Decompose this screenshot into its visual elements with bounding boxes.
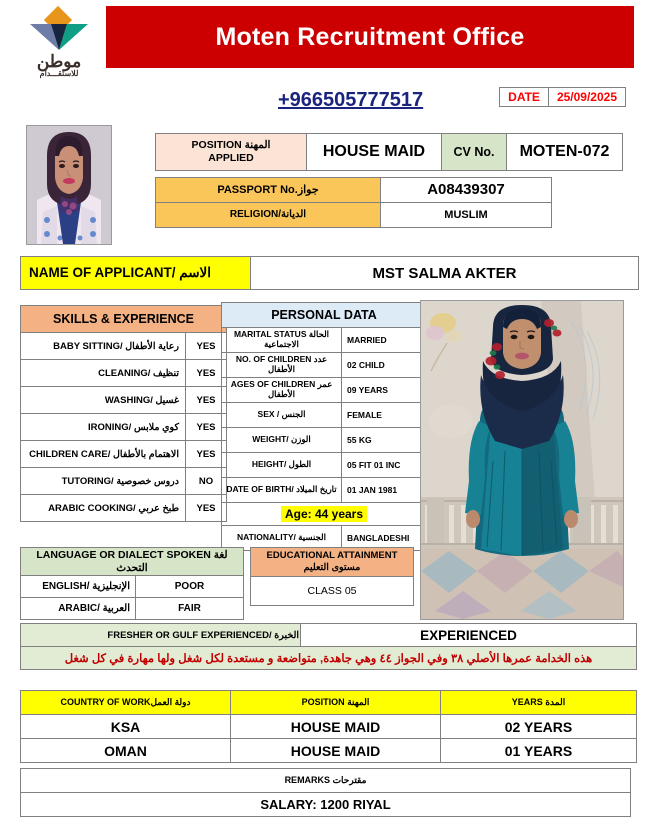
table-row xyxy=(21,333,227,360)
skill-label: IRONING/ كوي ملابس xyxy=(21,414,186,441)
personal-data-value: 02 CHILD xyxy=(342,353,427,378)
work-country: KSA xyxy=(21,715,231,739)
skill-value: NO xyxy=(186,468,227,495)
skill-value: YES xyxy=(186,441,227,468)
date-label: DATE xyxy=(500,88,549,106)
table-row xyxy=(222,328,427,353)
table-header-row xyxy=(21,691,637,715)
skills-header: SKILLS & EXPERIENCE xyxy=(21,306,227,333)
religion-label: RELIGION/الديانة xyxy=(156,202,381,227)
table-row xyxy=(222,303,427,328)
experience-value: EXPERIENCED xyxy=(301,624,637,647)
personal-data-label: SEX / الجنس xyxy=(222,403,342,428)
work-years: 02 YEARS xyxy=(441,715,637,739)
personal-data-value: 05 FIT 01 INC xyxy=(342,453,427,478)
skill-value: YES xyxy=(186,495,227,522)
cv-number-label: CV No. xyxy=(442,133,507,170)
language-label: ENGLISH/ الإنجليزية xyxy=(21,576,136,598)
personal-data-label: NO. OF CHILDREN عدد الأطفال xyxy=(222,353,342,378)
skill-label: CHILDREN CARE/ الاهتمام بالأطفال xyxy=(21,441,186,468)
skill-label: CLEANING/ تنظيف xyxy=(21,360,186,387)
personal-data-label: AGES OF CHILDREN عمر الأطفال xyxy=(222,378,342,403)
language-value: POOR xyxy=(136,576,244,598)
table-row xyxy=(251,548,414,577)
page-title-bar xyxy=(106,6,634,68)
company-logo xyxy=(22,6,96,79)
skill-label: WASHING/ غسيل xyxy=(21,387,186,414)
table-row xyxy=(222,503,427,526)
remarks-header: REMARKS مقترحات xyxy=(21,769,631,793)
language-label: ARABIC/ العربية xyxy=(21,598,136,620)
date-value: 25/09/2025 xyxy=(556,89,617,104)
contact-row xyxy=(0,89,648,119)
table-row xyxy=(21,257,639,290)
table-row xyxy=(21,647,637,670)
work-position: HOUSE MAID xyxy=(231,739,441,763)
table-row xyxy=(222,428,427,453)
work-col-years: YEARS المدة xyxy=(441,691,637,715)
personal-data-value: FEMALE xyxy=(342,403,427,428)
table-row xyxy=(21,576,244,598)
table-row xyxy=(21,387,227,414)
personal-data-table xyxy=(221,302,427,551)
work-history-table xyxy=(20,690,637,763)
logo-mark-icon xyxy=(30,10,88,50)
language-value: FAIR xyxy=(136,598,244,620)
work-position: HOUSE MAID xyxy=(231,715,441,739)
education-header: EDUCATIONAL ATTAINMENT مستوى التعليم xyxy=(251,548,414,577)
passport-value: A08439307 xyxy=(381,177,552,202)
personal-data-label: MARITAL STATUS الحالة الاجتماعية xyxy=(222,328,342,353)
skill-value: YES xyxy=(186,360,227,387)
language-table xyxy=(20,547,244,620)
education-table xyxy=(250,547,414,606)
personal-data-value: 01 JAN 1981 xyxy=(342,478,427,503)
table-row xyxy=(222,353,427,378)
chevron-down-icon xyxy=(30,24,88,50)
table-row xyxy=(21,715,637,739)
personal-data-value: 09 YEARS xyxy=(342,378,427,403)
table-row xyxy=(21,306,227,333)
cv-number-value: MOTEN-072 xyxy=(507,133,623,170)
work-col-position: POSITION المهنة xyxy=(231,691,441,715)
table-row xyxy=(222,478,427,503)
age-note-cell xyxy=(222,503,427,526)
remarks-table xyxy=(20,768,631,817)
table-row xyxy=(222,378,427,403)
skill-value: YES xyxy=(186,387,227,414)
experience-table xyxy=(20,623,637,670)
personal-data-header: PERSONAL DATA xyxy=(222,303,427,328)
personal-data-label: WEIGHT/ الوزن xyxy=(222,428,342,453)
upper-block xyxy=(0,125,648,265)
phone-number[interactable]: +966505777517 xyxy=(278,88,424,111)
nationality-label: NATIONALITY/ الجنسية xyxy=(222,526,342,551)
age-note: Age: 44 years xyxy=(281,506,367,522)
personal-data-label: HEIGHT/ الطول xyxy=(222,453,342,478)
table-row xyxy=(21,441,227,468)
page-header xyxy=(0,0,648,79)
table-row xyxy=(222,453,427,478)
remarks-value: SALARY: 1200 RIYAL xyxy=(21,793,631,817)
position-value: HOUSE MAID xyxy=(307,133,442,170)
table-row xyxy=(21,468,227,495)
table-row xyxy=(222,403,427,428)
position-label-en1: POSITION xyxy=(191,138,242,151)
skill-value: YES xyxy=(186,414,227,441)
table-row xyxy=(21,360,227,387)
language-header: LANGUAGE OR DIALECT SPOKEN لغة التحدث xyxy=(21,548,244,576)
applicant-name-value: MST SALMA AKTER xyxy=(251,257,639,290)
position-label-en2: APPLIED xyxy=(208,151,254,164)
table-row xyxy=(21,793,631,817)
table-row xyxy=(156,202,552,227)
nationality-value: BANGLADESHI xyxy=(342,526,427,551)
position-table xyxy=(155,133,623,171)
position-label xyxy=(156,133,307,170)
skill-label: BABY SITTING/ رعاية الأطفال xyxy=(21,333,186,360)
date-box xyxy=(499,87,626,107)
skill-label: ARABIC COOKING/ طبخ عربي xyxy=(21,495,186,522)
table-row xyxy=(21,624,637,647)
experience-arabic-note: هذه الخدامة عمرها الأصلي ٣٨ وفي الجواز ٤٤ وهي جاهدة, متواضعة و مستعدة لكل شغل ولها مهارة في كل شغل xyxy=(21,647,637,670)
work-col-country: COUNTRY OF WORKدولة العمل xyxy=(21,691,231,715)
passport-table xyxy=(155,177,552,228)
table-row xyxy=(21,495,227,522)
personal-data-value: 55 KG xyxy=(342,428,427,453)
religion-value: MUSLIM xyxy=(381,202,552,227)
personal-data-value: MARRIED xyxy=(342,328,427,353)
education-value: CLASS 05 xyxy=(251,577,414,606)
applicant-name-table xyxy=(20,256,639,290)
skill-value: YES xyxy=(186,333,227,360)
passport-label: PASSPORT No.جواز xyxy=(156,177,381,202)
table-row xyxy=(251,577,414,606)
table-row xyxy=(21,414,227,441)
position-label-ar: المهنة xyxy=(244,138,271,151)
experience-label: FRESHER OR GULF EXPERIENCED/ الخبرة xyxy=(21,624,301,647)
personal-data-label: DATE OF BIRTH/ تاريخ الميلاد xyxy=(222,478,342,503)
applicant-name-label: NAME OF APPLICANT/ الاسم xyxy=(21,257,251,290)
page-title: Moten Recruitment Office xyxy=(215,22,525,51)
skills-table xyxy=(20,305,227,522)
logo-arabic-main: موطن xyxy=(36,52,82,71)
applicant-full-photo xyxy=(420,300,624,620)
table-row xyxy=(156,177,552,202)
table-row xyxy=(21,739,637,763)
skill-label: TUTORING/ دروس خصوصية xyxy=(21,468,186,495)
table-row xyxy=(21,598,244,620)
applicant-id-photo xyxy=(26,125,112,245)
table-row xyxy=(21,548,244,576)
table-row xyxy=(156,133,623,170)
work-years: 01 YEARS xyxy=(441,739,637,763)
logo-arabic-sub: للاستقـــدام xyxy=(39,69,79,78)
table-row xyxy=(21,769,631,793)
work-country: OMAN xyxy=(21,739,231,763)
